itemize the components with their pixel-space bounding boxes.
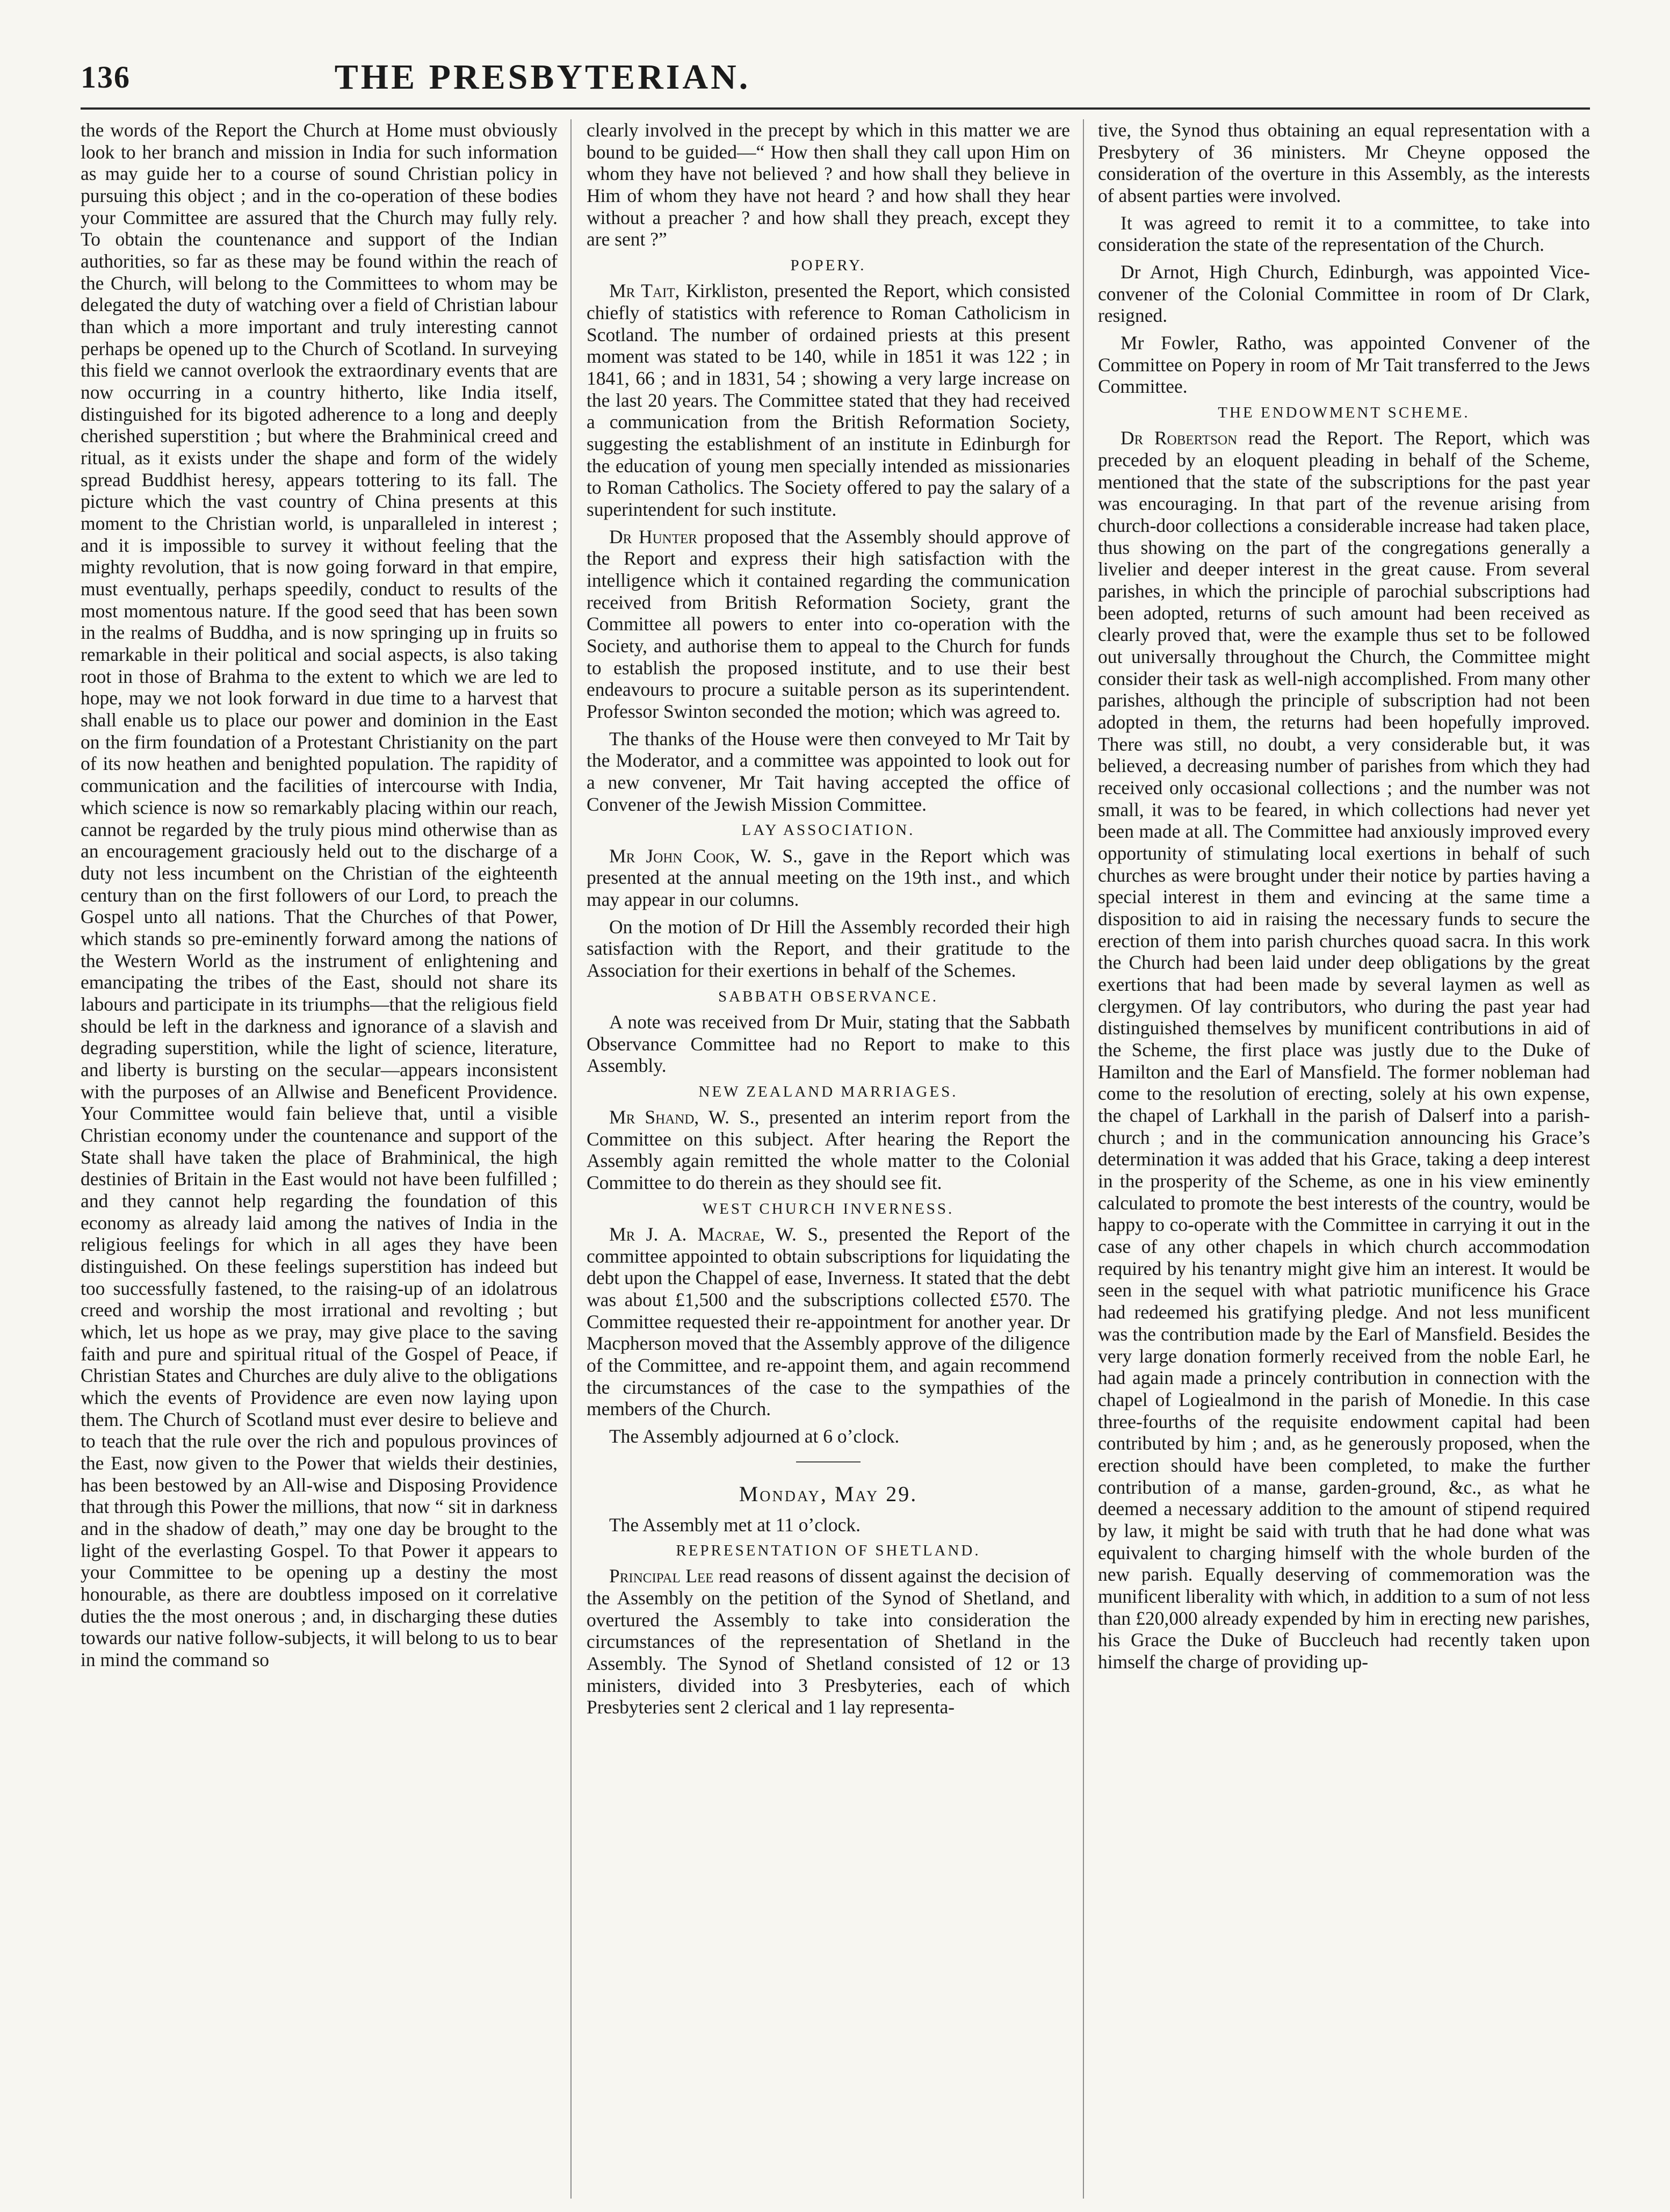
speaker-name: Dr Hunter	[609, 525, 697, 547]
speaker-name: Mr J. A. Macrae	[609, 1223, 761, 1245]
paragraph: The thanks of the House were then conveyed to Mr Tait by the Moderator, and a committee was appointed to look out for a new convener, Mr Tait having accepted the office of Convener of the Jewish Mission Committee.	[587, 727, 1070, 815]
column-2	[587, 119, 1070, 2199]
paragraph	[1098, 427, 1590, 1673]
paragraph	[587, 1223, 1070, 1420]
section-rule	[796, 1461, 861, 1462]
speaker-name: Mr Tait	[609, 280, 675, 302]
paragraph-text: , Kirkliston, presented the Report, which consisted chiefly of statistics with reference to Roman Catholicism in Scotland. The number of ordained priests at this present moment was stated to be 140, while in 1851 it was 122 ; in 1841, 66 ; and in 1831, 54 ; showing a very large increase on the last 20 years. The Committee stated that they had received a communication from the British Reformation Society, suggesting the establishment of an institute in Edinburgh for the education of young men specially intended as missionaries to Roman Catholics. The Society offered to pay the salary of a superintendent for such institute.	[587, 280, 1070, 520]
paragraph: clearly involved in the precept by which in this matter we are bound to be guided—“ How then shall they call upon Him on whom they have not believed ? and how shall they believe in Him of whom they have not heard ? and how shall they hear without a preacher ? and how shall they preach, except they are sent ?”	[587, 119, 1070, 250]
speaker-name: Principal Lee	[609, 1565, 714, 1587]
paragraph	[587, 526, 1070, 723]
paragraph: On the motion of Dr Hill the Assembly recorded their high satisfaction with the Report, and their gratitude to the Association for their exertions in behalf of the Schemes.	[587, 916, 1070, 981]
paragraph: the words of the Report the Church at Home must obviously look to her branch and mission in India for such information as may guide her to a course of sound Christian policy in pursuing this object ; and in the co-operation of these bodies your Committee are assured that the Church may fully rely. To obtain the countenance and support of the Indian authorities, so far as these may be found within the reach of the Church, will belong to the Committees to whom may be delegated the duty of watching over a field of Christian labour than which a more important and truly interesting cannot perhaps be opened up to the Church of Scotland. In surveying this field we cannot overlook the extraordinary events that are now occurring in a country hitherto, like India itself, distinguished for its bigoted adherence to a long and deeply cherished superstition ; but where the Brahminical creed and ritual, as it exists under the shape and form of the widely spread Buddhist heresy, appears tottering to its fall. The picture which the vast country of China presents at this moment to the Christian world, is unparalleled in interest ; and it is impossible to survey it without feeling that the mighty revolution, that is now going forward in that empire, must eventually, perhaps speedily, conduct to results of the most momentous nature. If the good seed that has been sown in the realms of Buddha, and is now springing up in fruits so remarkable in their political and social aspects, is also taking root in those of Brahma to the extent to which we are led to hope, may we not look forward in due time to a harvest that shall enable us to place our power and dominion in the East on the firm foundation of a Protestant Christianity on the part of its now heathen and benighted population. The rapidity of communication and the facilities of intercourse with India, which science is now so remarkably placing within our reach, cannot be regarded by the truly pious mind otherwise than as an encouragement graciously held out to the discharge of a duty not less incumbent on the Christian of the eighteenth century than on the first followers of our Lord, to preach the Gospel unto all nations. That the Churches of that Power, which stands so pre-eminently forward among the nations of the Western World as the instrument of enlightening and emancipating the tribes of the East, should not share its labours and participate in its triumphs—that the religious field should be left in the darkness and ignorance of a slavish and degrading superstition, while the light of science, literature, and liberty is bursting on the secular—appears inconsistent with the purposes of an Allwise and Beneficent Providence. Your Committee would fain believe that, until a visible Christian economy under the countenance and support of the State shall have taken the place of Brahminical, the high destinies of Britain in the East would not have been fulfilled ; and they cannot help regarding the foundation of this economy as already laid among the natives of India in the religious feelings for which in all ages they have been distinguished. On these feelings superstition has indeed but too successfully fastened, to the raising-up of an idolatrous creed and worship the most irrational and revolting ; but which, let us hope as we pray, may give place to the saving faith and pure and spiritual ritual of the Gospel of Peace, if Christian States and Churches are duly alive to the obligations which the events of Providence are even now laying upon them. The Church of Scotland must ever desire to believe and to teach that the rule over the rich and populous provinces of the East, now given to the Power that wields their destinies, has been bestowed by an All-wise and Disposing Providence that through this Power the millions, that now “ sit in darkness and in the shadow of death,” may one day be brought to the light of the everlasting Gospel. To that Power it appears to your Committee to be opening up a destiny the most honourable, as there are doubtless imposed on it correlative duties the the most onerous ; and, in discharging these duties towards our native follow-subjects, it will belong to us to bear in mind the command so	[81, 119, 558, 1671]
paragraph	[587, 845, 1070, 911]
paragraph-text: read reasons of dissent against the decision of the Assembly on the petition of the Synod of Shetland, and overtured the Assembly to take into consideration the circumstances of the representation of Shetland in the Assembly. The Synod of Shetland consisted of 12 or 13 ministers, divided into 3 Presbyteries, each of which Presbyteries sent 2 clerical and 1 lay representa-	[587, 1565, 1070, 1718]
header-rule	[81, 107, 1590, 110]
column-divider	[570, 119, 572, 2199]
running-head	[81, 38, 1004, 107]
paragraph: The Assembly met at 11 o’clock.	[609, 1514, 861, 1536]
paragraph-text: , W. S., gave in the Report which was presented at the annual meeting on the 19th inst., and which may appear in our columns.	[587, 845, 1070, 910]
speaker-name: Dr Robertson	[1120, 427, 1238, 449]
section-heading-sabbath: SABBATH OBSERVANCE.	[718, 988, 938, 1005]
section-heading-popery: POPERY.	[790, 257, 866, 275]
column-divider	[1083, 119, 1084, 2199]
paragraph: The Assembly adjourned at 6 o’clock.	[609, 1425, 900, 1447]
journal-title: THE PRESBYTERIAN.	[334, 57, 751, 97]
day-heading: Monday, May 29.	[739, 1481, 918, 1506]
paragraph	[587, 280, 1070, 520]
paragraph: A note was received from Dr Muir, stating that the Sabbath Observance Committee had no Report to make to this Assembly.	[587, 1011, 1070, 1077]
section-heading-lay-association: LAY ASSOCIATION.	[741, 822, 915, 839]
paragraph	[587, 1106, 1070, 1194]
section-heading-new-zealand: NEW ZEALAND MARRIAGES.	[698, 1083, 958, 1100]
speaker-name: Mr Shand	[609, 1106, 695, 1128]
section-heading-west-church: WEST CHURCH INVERNESS.	[702, 1200, 955, 1217]
paragraph-text: , W. S., presented the Report of the committee appointed to obtain subscriptions for liquidating the debt upon the Chappel of ease, Inverness. It stated that the debt was about £1,500 and the subscriptions collected £570. The Committee requested their re-appointment for another year. Dr Macpherson moved that the Assembly approve of the diligence of the Committee, and re-appoint them, and again recommend the circumstances of the case to the sympathies of the members of the Church.	[587, 1223, 1070, 1420]
speaker-name: Mr John Cook	[609, 845, 735, 867]
column-3	[1098, 119, 1590, 2199]
section-heading-endowment: THE ENDOWMENT SCHEME.	[1218, 404, 1470, 422]
column-1	[81, 119, 558, 2199]
paragraph: Mr Fowler, Ratho, was appointed Convener of the Committee on Popery in room of Mr Tait transferred to the Jews Committee.	[1098, 332, 1590, 398]
paragraph: tive, the Synod thus obtaining an equal representation with a Presbytery of 36 ministers. Mr Cheyne opposed the consideration of the overture in this Assembly, as the interests of absent parties were involved.	[1098, 119, 1590, 207]
paragraph	[587, 1565, 1070, 1718]
paragraph-text: read the Report. The Report, which was preceded by an eloquent pleading in behalf of the Scheme, mentioned that the state of the subscriptions for the past year was encouraging. In that part of the revenue arising from church-door collections a considerable increase had taken place, thus showing on the part of the congregations generally a livelier and deeper interest in the great cause. From several parishes, in which the principle of parochial subscriptions had been adopted, returns of such amount had been received as clearly proved that, were the example thus set to be followed out universally throughout the Church, the Committee might consider their task as well-nigh accomplished. From many other parishes, although the principle of subscription had not been adopted in them, the returns had been hopefully improved. There was still, no doubt, a very considerable but, it was believed, a decreasing number of parishes from which they had received only occasional collections ; and the number was not small, it was to be feared, in which collections had never yet been made at all. The Committee had anxiously improved every opportunity of stimulating local exertions in behalf of such churches as were brought under their notice by parties having a special interest in them and evincing at the same time a disposition to aid in raising the necessary funds to secure the erection of them into parish churches quoad sacra. In this work the Church had been laid under deep obligations by the great exertions that had been made by several laymen as well as clergymen. Of lay contributors, who during the past year had distinguished themselves by munificent contributions in aid of the Scheme, the first place was justly due to the Duke of Hamilton and the Earl of Mansfield. The former nobleman had come to the resolution of erecting, solely at his own expense, the chapel of Larkhall in the parish of Dalserf into a parish-church ; and in the communication announcing his Grace’s determination it was added that his Grace, taking a deep interest in the prosperity of the Scheme, as one in his view eminently calculated to promote the best interests of the country, would be happy to co-operate with the Committee in carrying it out in the case of any other chapels in which church accommodation required by his tenantry might give him an interest. It would be seen in the sequel with what patriotic munificence his Grace had redeemed his gratifying pledge. And not less munificent was the contribution made by the Earl of Mansfield. Besides the very large donation formerly received from the noble Earl, he had again made a princely contribution in connection with the chapel of Logiealmond in the parish of Monedie. In this case three-fourths of the requisite endowment capital had been contributed by him ; and, as he generously proposed, when the erection should have been completed, to make the further contribution of a manse, garden-ground, &c., as what he deemed a necessary addition to the amount of stipend required by law, it might be said with truth that he had done what was equivalent to charging himself with the whole burden of the new parish. Equally deserving of commemoration was the munificent liberality with which, in addition to a sum of not less than £20,000 already expended by him in erecting new parishes, his Grace the Duke of Buccleuch had recently taken upon himself the charge of providing up-	[1098, 427, 1590, 1673]
paragraph: It was agreed to remit it to a committee, to take into consideration the state of the representation of the Church.	[1098, 212, 1590, 256]
paragraph-text: , W. S., presented an interim report from the Committee on this subject. After hearing the Report the Assembly again remitted the whole matter to the Colonial Committee to do therein as they should see fit.	[587, 1106, 1070, 1194]
paragraph-text: proposed that the Assembly should approve of the Report and express their high satisfaction with the intelligence which it contained regarding the communication received from British Reformation Society, grant the Committee all powers to enter into co-operation with the Society, and authorise them to appeal to the Church for funds to establish the proposed institute, and to use their best endeavours to procure a suitable person as its superintendent. Professor Swinton seconded the motion; which was agreed to.	[587, 525, 1070, 723]
section-heading-shetland: REPRESENTATION OF SHETLAND.	[676, 1542, 981, 1560]
page-number: 136	[81, 60, 131, 95]
paragraph: Dr Arnot, High Church, Edinburgh, was appointed Vice-convener of the Colonial Committee in room of Dr Clark, resigned.	[1098, 261, 1590, 327]
